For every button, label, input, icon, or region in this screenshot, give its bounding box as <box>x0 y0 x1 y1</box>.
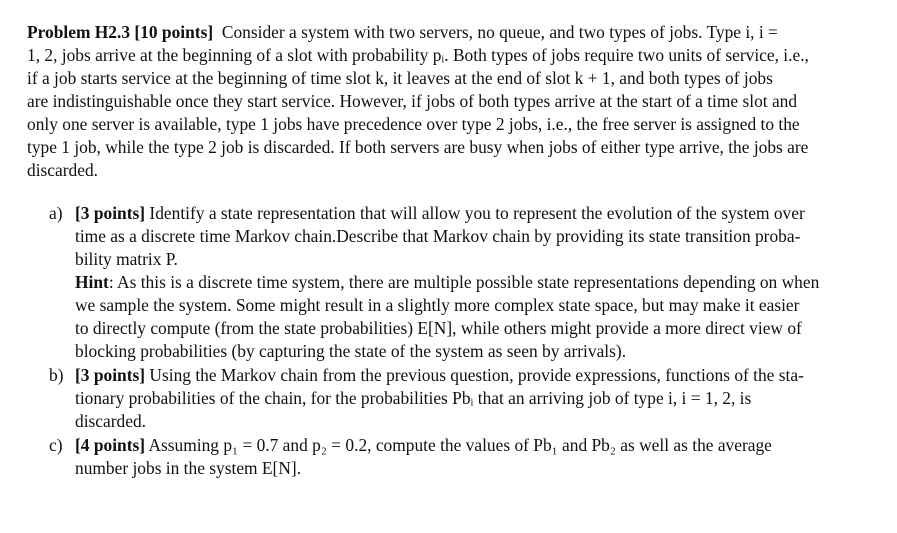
problem-line-4: are indistinguishable once they start service. However, if jobs of both types arrive at the start of a time slot and <box>27 91 798 111</box>
problem-text: Consider a system with two servers, no queue, and two types of jobs. Type i, i = <box>221 22 778 42</box>
part-c-text-1: Assuming p₁ = 0.7 and p₂ = 0.2, compute the values of Pb₁ and Pb₂ as well as the average <box>148 435 772 455</box>
problem-line-2: 1, 2, jobs arrive at the beginning of a slot with probability pᵢ. Both types of jobs require two units of service, i.e., <box>27 45 809 65</box>
part-a-line-1 <box>75 202 805 224</box>
part-b-line-3: discarded. <box>75 411 146 431</box>
part-c-line-1 <box>75 434 772 456</box>
part-a-points: [3 points] <box>75 203 146 223</box>
problem-line-3: if a job starts service at the beginning of time slot k, it leaves at the end of slot k + 1, and both types of jobs <box>27 68 773 88</box>
part-b-label: b) <box>49 365 64 385</box>
part-b-line-1 <box>75 364 804 386</box>
part-c-label: c) <box>49 435 63 455</box>
part-c-line-2: number jobs in the system E[N]. <box>75 458 302 478</box>
part-a-line-3: bility matrix P. <box>75 249 178 269</box>
part-a-text-1: Identify a state representation that will allow you to represent the evolution of the system over <box>149 203 805 223</box>
problem-heading: Problem H2.3 [10 points] <box>27 22 214 42</box>
part-b-text-1: Using the Markov chain from the previous question, provide expressions, functions of the sta- <box>149 365 804 385</box>
part-a-hint-line-3: to directly compute (from the state probabilities) E[N], while others might provide a more direct view of <box>75 318 802 338</box>
part-a-hint-line-4: blocking probabilities (by capturing the state of the system as seen by arrivals). <box>75 341 627 361</box>
hint-label: Hint <box>75 272 109 292</box>
problem-line-7: discarded. <box>27 160 98 180</box>
part-a-line-2: time as a discrete time Markov chain.Describe that Markov chain by providing its state transition proba- <box>75 226 801 246</box>
part-a-label: a) <box>49 203 63 223</box>
part-c-points: [4 points] <box>75 435 146 455</box>
part-b-line-2: tionary probabilities of the chain, for the probabilities Pbᵢ that an arriving job of type i, i = 1, 2, is <box>75 388 752 408</box>
part-b-points: [3 points] <box>75 365 146 385</box>
problem-line-5: only one server is available, type 1 jobs have precedence over type 2 jobs, i.e., the free server is assigned to the <box>27 114 800 134</box>
problem-line-6: type 1 job, while the type 2 job is discarded. If both servers are busy when jobs of either type arrive, the jobs are <box>27 137 809 157</box>
problem-line-1 <box>27 21 869 43</box>
part-a-hint-line-1 <box>75 271 819 293</box>
part-a-hint-line-2: we sample the system. Some might result in a slightly more complex state space, but may make it easier <box>75 295 800 315</box>
hint-text-1: : As this is a discrete time system, there are multiple possible state representations depending on when <box>108 272 820 292</box>
